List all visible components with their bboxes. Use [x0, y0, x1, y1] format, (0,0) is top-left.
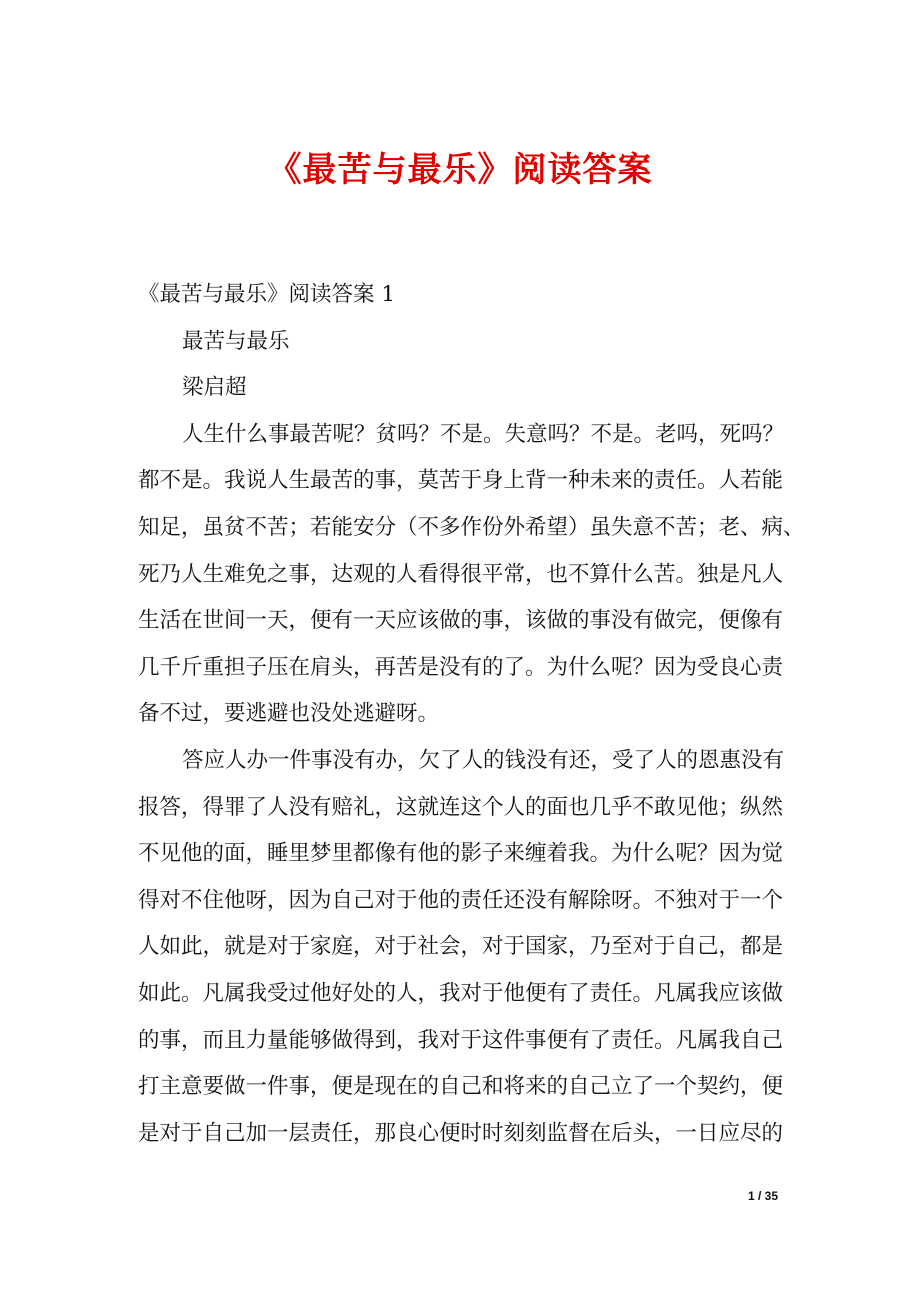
paragraph-line: 知足，虽贫不苦；若能安分（不多作份外希望）虽失意不苦；老、病、 [138, 514, 805, 540]
essay-title: 最苦与最乐 [182, 328, 290, 354]
paragraph-line: 打主意要做一件事，便是现在的自己和将来的自己立了一个契约，便 [138, 1074, 784, 1100]
paragraph-line: 的事，而且力量能够做得到，我对于这件事便有了责任。凡属我自己 [138, 1027, 784, 1053]
paragraph-line: 备不过，要逃避也没处逃避呀。 [138, 701, 440, 727]
section-heading: 《最苦与最乐》阅读答案 1 [138, 282, 396, 307]
paragraph-line: 人如此，就是对于家庭，对于社会，对于国家，乃至对于自己，都是 [138, 934, 784, 960]
document-title: 《最苦与最乐》阅读答案 [267, 150, 653, 190]
paragraph-line: 如此。凡属我受过他好处的人，我对于他便有了责任。凡属我应该做 [138, 980, 784, 1006]
paragraph-line: 生活在世间一天，便有一天应该做的事，该做的事没有做完，便像有 [138, 608, 784, 634]
paragraph-line: 几千斤重担子压在肩头，再苦是没有的了。为什么呢？因为受良心责 [138, 654, 784, 680]
author: 梁启超 [182, 375, 247, 401]
paragraph-line: 答应人办一件事没有办，欠了人的钱没有还，受了人的恩惠没有 [182, 747, 785, 773]
paragraph-line: 得对不住他呀，因为自己对于他的责任还没有解除呀。不独对于一个 [138, 887, 784, 913]
page-number: 1 / 35 [748, 1189, 779, 1203]
paragraph-line: 都不是。我说人生最苦的事，莫苦于身上背一种未来的责任。人若能 [138, 468, 784, 494]
paragraph-line: 报答，得罪了人没有赔礼，这就连这个人的面也几乎不敢见他；纵然 [138, 794, 784, 820]
document-body [138, 278, 818, 1163]
paragraph-line: 是对于自己加一层责任，那良心便时时刻刻监督在后头，一日应尽的 [138, 1120, 784, 1146]
paragraphs [138, 418, 818, 1164]
paragraph-line: 不见他的面，睡里梦里都像有他的影子来缠着我。为什么呢？因为觉 [138, 841, 784, 867]
paragraph-line: 人生什么事最苦呢？贫吗？不是。失意吗？不是。老吗，死吗？ [182, 421, 785, 447]
paragraph-line: 死乃人生难免之事，达观的人看得很平常，也不算什么苦。独是凡人 [138, 561, 784, 587]
